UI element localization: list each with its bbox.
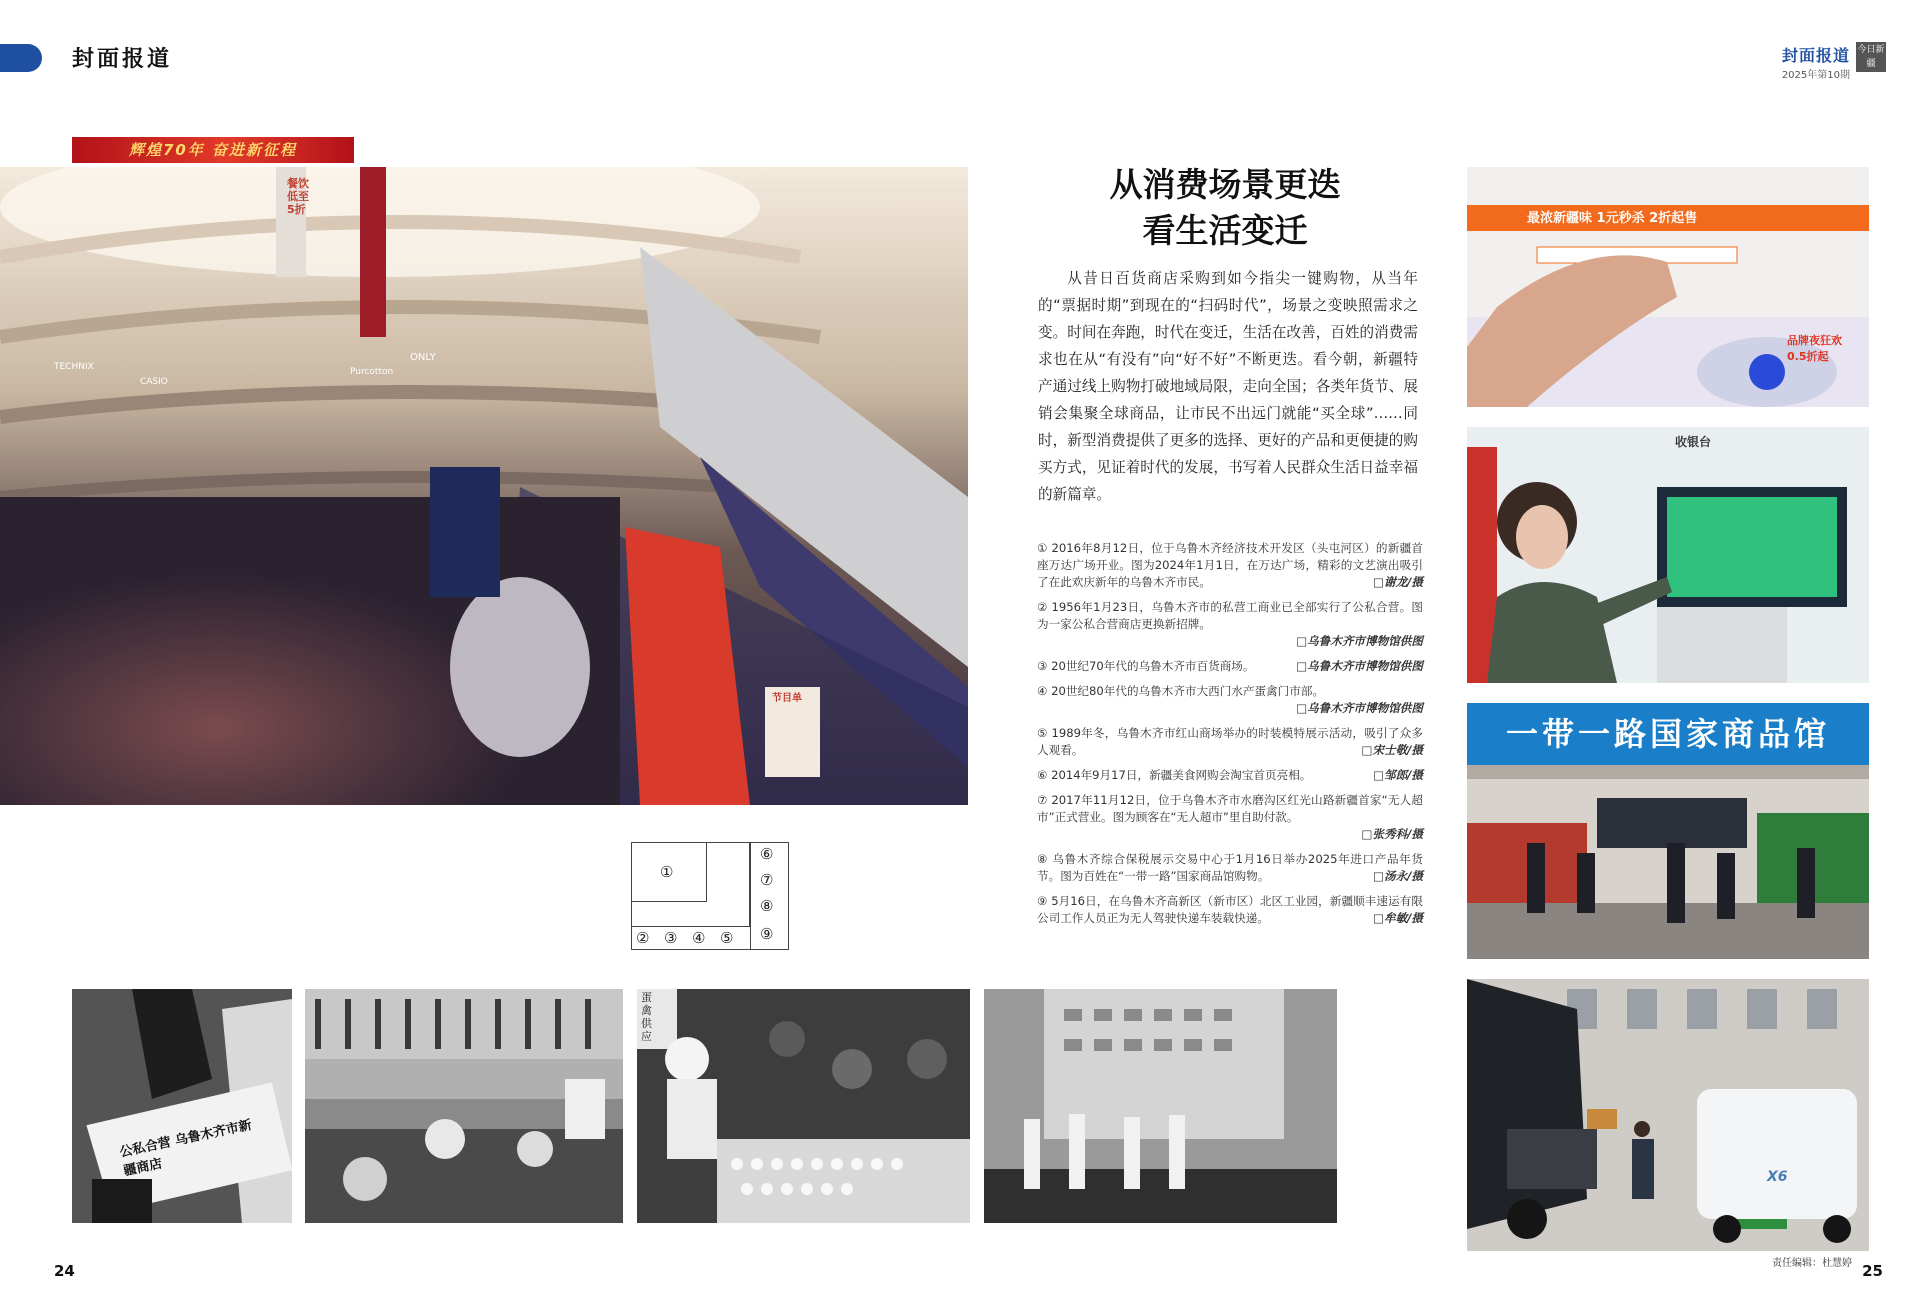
diagram-label-4: ④ [692, 929, 706, 947]
diagram-label-2: ② [636, 929, 650, 947]
page-number-left: 24 [54, 1262, 75, 1280]
sign-purcotton: Purcotton [350, 367, 394, 377]
diagram-label-9: ⑨ [760, 925, 774, 943]
responsible-editor: 责任编辑：杜慧婷 [1772, 1258, 1852, 1269]
diagram-label-5: ⑤ [720, 929, 734, 947]
diagram-box-main [632, 843, 750, 927]
caption-6 [1037, 767, 1423, 784]
article-title-line-2: 看生活变迁 [1142, 211, 1308, 250]
kiosk-label: 收银台 [1675, 435, 1712, 449]
caption-credit: □谢龙/摄 [1373, 575, 1423, 589]
caption-credit: □乌鲁木齐市博物馆供图 [1296, 701, 1423, 715]
sign-casio: CASIO [140, 377, 168, 387]
caption-text: ⑧ 乌鲁木齐综合保税展示交易中心于1月16日举办2025年进口产品年货节。图为百姓在“一带一路”国家商品馆购物。 [1037, 852, 1423, 883]
photo-driverless-delivery [1467, 979, 1869, 1251]
photo-fashion-show-1989 [984, 989, 1337, 1223]
anniversary-banner: 辉煌70年 奋进新征程 [72, 137, 354, 163]
caption-1 [1037, 540, 1423, 591]
caption-4 [1037, 683, 1423, 717]
article-title-line-1: 从消费场景更迭 [1109, 165, 1341, 204]
promo-night-sale: 品牌夜狂欢 0.5折起 [1787, 334, 1842, 363]
sign-only: ONLY [410, 352, 436, 363]
promo-banner: 最浓新疆味 1元秒杀 2折起售 [1527, 211, 1698, 226]
caption-text: ③ 20世纪70年代的乌鲁木齐市百货商场。 [1037, 659, 1255, 673]
caption-8 [1037, 851, 1423, 885]
sign-technix: TECHNIX [54, 362, 94, 372]
caption-text: ⑥ 2014年9月17日，新疆美食网购会淘宝首页亮相。 [1037, 768, 1312, 782]
article-title [1030, 162, 1420, 254]
diagram-label-1: ① [660, 863, 674, 881]
magazine-logo: 今日新疆 [1856, 42, 1886, 72]
photo-department-store-70s [305, 989, 623, 1223]
caption-credit: □张秀科/摄 [1361, 827, 1423, 841]
caption-credit: □邹郎/摄 [1373, 768, 1423, 782]
caption-text: ⑤ 1989年冬，乌鲁木齐市红山商场举办的时装模特展示活动，吸引了众多人观看。 [1037, 726, 1423, 757]
section-title: 封面报道 [72, 46, 173, 72]
caption-3 [1037, 658, 1423, 675]
caption-text: ⑨ 5月16日，在乌鲁木齐高新区（新市区）北区工业园，新疆顺丰速运有限公司工作人员正为无人驾驶快递车装载快递。 [1037, 894, 1423, 925]
diagram-label-7: ⑦ [760, 871, 774, 889]
page-number-right: 25 [1862, 1262, 1883, 1280]
photo-self-checkout [1467, 427, 1869, 683]
photo-joint-venture-sign [72, 989, 292, 1223]
caption-credit: □乌鲁木齐市博物馆供图 [1296, 634, 1423, 648]
magazine-brand [1782, 43, 1850, 81]
vehicle-model: X6 [1767, 1169, 1788, 1185]
diagram-label-3: ③ [664, 929, 678, 947]
photo-mall-atrium [0, 167, 968, 805]
caption-credit: □汤永/摄 [1373, 869, 1423, 883]
sign-program: 节目单 [772, 693, 802, 704]
brand-name: 封面报道 [1781, 46, 1850, 65]
sign-egg-supply: 蛋禽 供应 [641, 991, 652, 1043]
caption-5 [1037, 725, 1423, 759]
photo-captions [1037, 540, 1423, 935]
section-tab [0, 44, 42, 72]
sign-discount: 餐饮低至5折 [287, 177, 309, 216]
photo-online-shopping [1467, 167, 1869, 407]
caption-credit: □乌鲁木齐市博物馆供图 [1296, 659, 1423, 673]
article-intro: 从昔日百货商店采购到如今指尖一键购物，从当年的“票据时期”到现在的“扫码时代”，场景之变映照需求之变。时间在奔跑，时代在变迁，生活在改善，百姓的消费需求也在从“有没有”向“好不好”不断更迭。看今朝，新疆特产通过线上购物打破地域局限，走向全国；各类年货节、展销会集聚全球商品，让市民不出远门就能“买全球”……同时，新型消费提供了更多的选择、更好的产品和更便捷的购买方式，见证着时代的发展，书写着人民群众生活日益幸福的新篇章。 [1038, 270, 1418, 503]
caption-text: ② 1956年1月23日，乌鲁木齐市的私营工商业已全部实行了公私合营。图为一家公私合营商店更换新招牌。 [1037, 600, 1423, 631]
caption-text: ④ 20世纪80年代的乌鲁木齐市大西门水产蛋禽门市部。 [1037, 684, 1325, 698]
caption-credit: □宋士敬/摄 [1361, 743, 1423, 757]
diagram-label-8: ⑧ [760, 897, 774, 915]
issue-number: 2025年第10期 [1781, 70, 1850, 81]
sign-joint-venture: 公私合营 乌鲁木齐市新疆商店 [118, 1117, 254, 1180]
caption-text: ⑦ 2017年11月12日，位于乌鲁木齐市水磨沟区红光山路新疆首家“无人超市”正式营业。图为顾客在“无人超市”里自助付款。 [1037, 793, 1423, 824]
caption-text: ① 2016年8月12日，位于乌鲁木齐经济技术开发区（头屯河区）的新疆首座万达广场开业。图为2024年1月1日，在万达广场，精彩的文艺演出吸引了在此欢庆新年的乌鲁木齐市民。 [1037, 541, 1423, 589]
photo-egg-market-80s [637, 989, 970, 1223]
photo-belt-road-hall [1467, 703, 1869, 959]
diagram-divider [750, 843, 751, 949]
diagram-label-6: ⑥ [760, 845, 774, 863]
caption-7 [1037, 792, 1423, 843]
caption-credit: □牟敏/摄 [1373, 911, 1423, 925]
photo-layout-diagram [631, 842, 789, 950]
caption-2 [1037, 599, 1423, 650]
caption-9 [1037, 893, 1423, 927]
hall-banner: 一带一路国家商品馆 [1505, 715, 1830, 753]
